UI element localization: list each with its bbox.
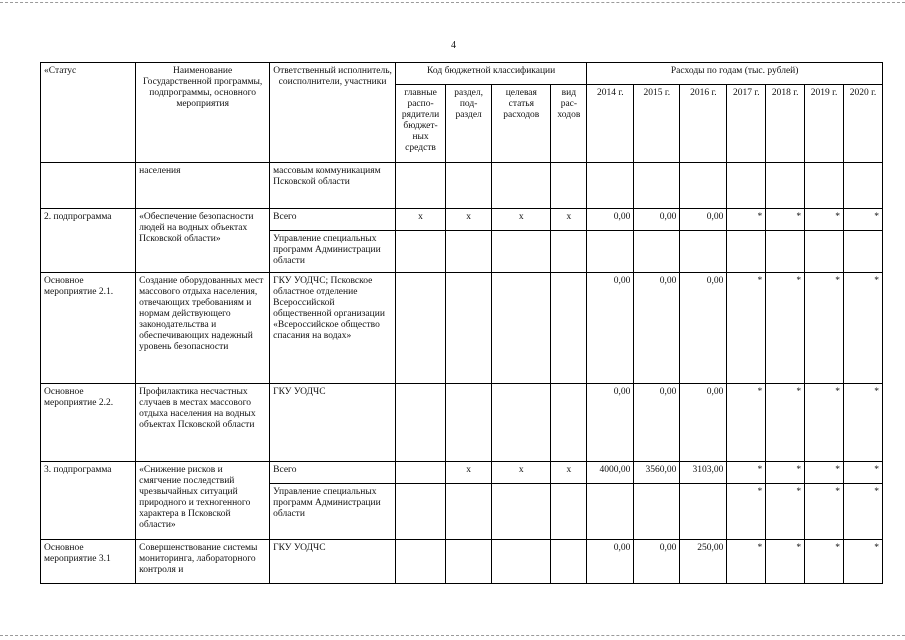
cell-type — [551, 163, 587, 209]
header-year: 2019 г. — [805, 85, 844, 163]
cell-2014: 0,00 — [587, 540, 634, 584]
table-row — [41, 209, 883, 231]
table-row — [41, 273, 883, 384]
cell-2015: 3560,00 — [634, 462, 680, 484]
cell-type — [551, 484, 587, 540]
header-year: 2014 г. — [587, 85, 634, 163]
header-budget-code: Код бюджетной классификации — [395, 63, 586, 85]
cell-name: «Снижение рисков и смягчение последствий чрезвычайных ситуаций природного и техногенного характера в Псковской области» — [136, 462, 270, 540]
header-year: 2015 г. — [634, 85, 680, 163]
header-year: 2016 г. — [680, 85, 727, 163]
cell-name: Совершенствование системы мониторинга, лабораторного контроля и — [136, 540, 270, 584]
cell-2020 — [844, 163, 883, 209]
cell-2014 — [587, 484, 634, 540]
cell-responsible: Всего — [270, 462, 396, 484]
cell-2018: * — [766, 384, 805, 462]
cell-2017 — [727, 163, 766, 209]
cell-2016: 0,00 — [680, 384, 727, 462]
table-row — [41, 462, 883, 484]
cell-2014 — [587, 231, 634, 273]
cell-2018: * — [766, 462, 805, 484]
cell-2019: * — [805, 384, 844, 462]
cell-2017: * — [727, 273, 766, 384]
cell-2015: 0,00 — [634, 540, 680, 584]
cell-article: х — [492, 462, 551, 484]
cell-2019: * — [805, 540, 844, 584]
cell-2019: * — [805, 273, 844, 384]
cell-responsible: Всего — [270, 209, 396, 231]
cell-article — [492, 273, 551, 384]
cell-status: 2. подпрограмма — [41, 209, 136, 273]
table-row — [41, 540, 883, 584]
table-header — [41, 63, 883, 163]
cell-grbs — [395, 540, 445, 584]
cell-2016: 250,00 — [680, 540, 727, 584]
cell-2020: * — [844, 384, 883, 462]
cell-2020: * — [844, 209, 883, 231]
cell-2019 — [805, 163, 844, 209]
cell-status — [41, 163, 136, 209]
cell-article — [492, 540, 551, 584]
cell-status: Основное мероприятие 2.2. — [41, 384, 136, 462]
cell-grbs: х — [395, 209, 445, 231]
cell-article — [492, 384, 551, 462]
cell-2014 — [587, 163, 634, 209]
cell-grbs — [395, 273, 445, 384]
cell-section — [446, 540, 492, 584]
cell-2015: 0,00 — [634, 209, 680, 231]
cell-2014: 0,00 — [587, 384, 634, 462]
cell-2020: * — [844, 462, 883, 484]
cell-2017: * — [727, 384, 766, 462]
cell-2016: 0,00 — [680, 273, 727, 384]
cell-grbs — [395, 163, 445, 209]
cell-2018: * — [766, 209, 805, 231]
cell-2017: * — [727, 209, 766, 231]
cell-status: Основное мероприятие 2.1. — [41, 273, 136, 384]
cell-status: Основное мероприятие 3.1 — [41, 540, 136, 584]
cell-2018: * — [766, 540, 805, 584]
cell-2015: 0,00 — [634, 384, 680, 462]
cell-section: х — [446, 462, 492, 484]
header-section: раздел, под-раздел — [446, 85, 492, 163]
cell-2014: 4000,00 — [587, 462, 634, 484]
cell-article — [492, 231, 551, 273]
cell-type — [551, 540, 587, 584]
cell-responsible: ГКУ УОДЧС; Псковское областное отделение Всероссийской общественной организации «Всероссийское общество спасания на водах» — [270, 273, 396, 384]
cell-article — [492, 484, 551, 540]
cell-2014: 0,00 — [587, 273, 634, 384]
cell-grbs — [395, 484, 445, 540]
cell-section: х — [446, 209, 492, 231]
header-grbs: главные распо-рядители бюджет-ных средств — [395, 85, 445, 163]
cell-grbs — [395, 384, 445, 462]
cell-2014: 0,00 — [587, 209, 634, 231]
cell-type — [551, 273, 587, 384]
cell-name: Создание оборудованных мест массового отдыха населения, отвечающих требованиям и нормам действующего законодательства и обеспечивающих надежный уровень безопасности — [136, 273, 270, 384]
scan-bottom-edge — [0, 635, 905, 636]
cell-article — [492, 163, 551, 209]
cell-2018 — [766, 231, 805, 273]
header-responsible: Ответственный исполнитель, соисполнители, участники — [270, 63, 396, 163]
cell-2016 — [680, 484, 727, 540]
cell-section — [446, 484, 492, 540]
cell-responsible: ГКУ УОДЧС — [270, 540, 396, 584]
cell-grbs — [395, 231, 445, 273]
scan-top-edge — [0, 2, 905, 3]
header-name: Наименование Государственной программы, подпрограммы, основного мероприятия — [136, 63, 270, 163]
cell-type — [551, 384, 587, 462]
cell-2017: * — [727, 484, 766, 540]
cell-responsible: ГКУ УОДЧС — [270, 384, 396, 462]
cell-status: 3. подпрограмма — [41, 462, 136, 540]
cell-2019: * — [805, 209, 844, 231]
cell-2015: 0,00 — [634, 273, 680, 384]
page-number: 4 — [451, 40, 456, 51]
header-type: вид рас-ходов — [551, 85, 587, 163]
header-year: 2020 г. — [844, 85, 883, 163]
header-year: 2018 г. — [766, 85, 805, 163]
table-body — [41, 163, 883, 584]
cell-type — [551, 231, 587, 273]
cell-2020 — [844, 231, 883, 273]
cell-2016 — [680, 231, 727, 273]
cell-2018: * — [766, 484, 805, 540]
cell-type: х — [551, 462, 587, 484]
cell-2016: 3103,00 — [680, 462, 727, 484]
cell-2018: * — [766, 273, 805, 384]
cell-responsible: массовым коммуникациям Псковской области — [270, 163, 396, 209]
cell-2017: * — [727, 540, 766, 584]
cell-section — [446, 273, 492, 384]
cell-name: Профилактика несчастных случаев в местах массового отдыха населения на водных объектах Псковской области — [136, 384, 270, 462]
cell-section — [446, 384, 492, 462]
table-row — [41, 163, 883, 209]
table-row — [41, 384, 883, 462]
cell-responsible: Управление специальных программ Администрации области — [270, 231, 396, 273]
cell-2015 — [634, 484, 680, 540]
header-expenses: Расходы по годам (тыс. рублей) — [587, 63, 883, 85]
budget-table — [40, 62, 883, 584]
cell-2019: * — [805, 462, 844, 484]
cell-2020: * — [844, 273, 883, 384]
cell-name: «Обеспечение безопасности людей на водных объектах Псковской области» — [136, 209, 270, 273]
cell-2018 — [766, 163, 805, 209]
cell-2017: * — [727, 462, 766, 484]
header-year: 2017 г. — [727, 85, 766, 163]
cell-2016 — [680, 163, 727, 209]
cell-name: населения — [136, 163, 270, 209]
cell-2019: * — [805, 484, 844, 540]
cell-responsible: Управление специальных программ Администрации области — [270, 484, 396, 540]
cell-2020: * — [844, 540, 883, 584]
cell-section — [446, 163, 492, 209]
cell-article: х — [492, 209, 551, 231]
header-status: «Статус — [41, 63, 136, 163]
cell-grbs — [395, 462, 445, 484]
cell-2020: * — [844, 484, 883, 540]
cell-2015 — [634, 231, 680, 273]
cell-2016: 0,00 — [680, 209, 727, 231]
header-article: целевая статья расходов — [492, 85, 551, 163]
cell-2015 — [634, 163, 680, 209]
cell-section — [446, 231, 492, 273]
cell-type: х — [551, 209, 587, 231]
cell-2019 — [805, 231, 844, 273]
cell-2017 — [727, 231, 766, 273]
